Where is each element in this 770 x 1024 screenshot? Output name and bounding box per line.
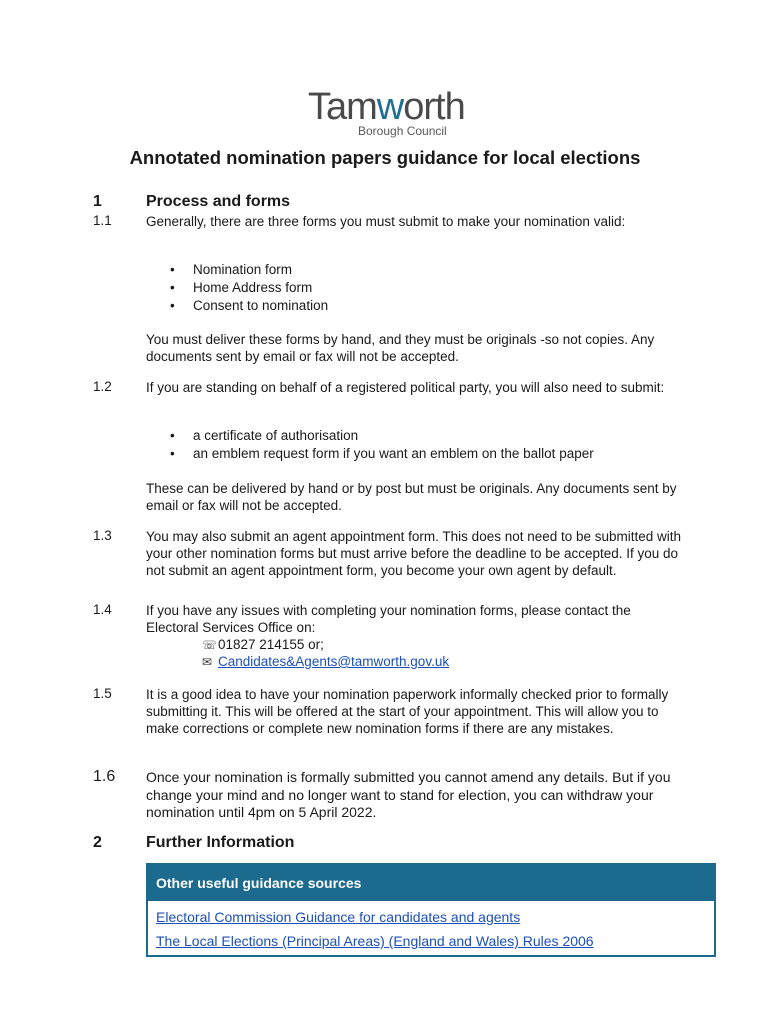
tamworth-logo <box>308 88 468 140</box>
para-1-4-text: If you have any issues with completing your nomination forms, please contact the Electoral Services Office on: <box>146 603 631 635</box>
para-1-1-followup: You must deliver these forms by hand, and they must be originals -so not copies. Any documents sent by email or fax will not be accepted. <box>146 332 655 364</box>
contact-email <box>202 653 449 671</box>
phone-icon: ☏ <box>202 638 218 652</box>
para-1-4-number: 1.4 <box>93 602 112 617</box>
logo-wordmark: Tamworth <box>308 86 465 128</box>
email-link[interactable]: Candidates&Agents@tamworth.gov.uk <box>218 654 450 669</box>
local-elections-rules-link[interactable]: The Local Elections (Principal Areas) (England and Wales) Rules 2006 <box>156 933 594 949</box>
logo-subtitle: Borough Council <box>358 124 447 138</box>
para-1-2-followup: These can be delivered by hand or by post but must be originals. Any documents sent by email or fax will not be accepted. <box>146 481 677 513</box>
list-item: • a certificate of authorisation <box>146 427 594 445</box>
guidance-sources-box <box>146 863 716 957</box>
contact-phone <box>202 636 324 654</box>
para-1-2-number: 1.2 <box>93 379 112 394</box>
list-item: • Consent to nomination <box>146 297 328 315</box>
para-1-5-number: 1.5 <box>93 686 112 701</box>
para-1-5-text: It is a good idea to have your nomination paperwork informally checked prior to formally submitting it. This will be offered at the start of your appointment. This will allow you to make corrections or complete new nomination forms if there are any mistakes. <box>146 687 669 736</box>
party-forms-list <box>146 427 594 463</box>
envelope-icon: ✉ <box>202 655 213 669</box>
list-item: • Nomination form <box>146 261 328 279</box>
para-1-3-number: 1.3 <box>93 528 112 543</box>
required-forms-list <box>146 261 328 315</box>
section-2-heading: Further Information <box>146 834 295 851</box>
section-1-heading: Process and forms <box>146 193 291 210</box>
para-1-6-number: 1.6 <box>93 768 116 785</box>
para-1-3-text: You may also submit an agent appointment form. This does not need to be submitted with your other nomination forms but must arrive before the deadline to be accepted. If you do not submit an agent appointment form, you become your own agent by default. <box>146 529 682 578</box>
phone-number: 01827 214155 or; <box>218 637 324 652</box>
para-1-2-text: If you are standing on behalf of a registered political party, you will also need to submit: <box>146 380 665 395</box>
guidance-box-heading: Other useful guidance sources <box>148 865 714 901</box>
para-1-1-number: 1.1 <box>93 213 112 228</box>
para-1-1-text: Generally, there are three forms you must submit to make your nomination valid: <box>146 214 626 229</box>
list-item: • an emblem request form if you want an emblem on the ballot paper <box>146 445 594 463</box>
section-2-number: 2 <box>93 834 102 851</box>
para-1-6-text: Once your nomination is formally submitted you cannot amend any details. But if you change your mind and no longer want to stand for election, you can withdraw your nomination until 4pm on 5 April 2022. <box>146 769 671 820</box>
section-1-number: 1 <box>93 193 102 210</box>
page-title: Annotated nomination papers guidance for local elections <box>129 147 641 168</box>
electoral-commission-link[interactable]: Electoral Commission Guidance for candidates and agents <box>156 909 521 925</box>
list-item: • Home Address form <box>146 279 328 297</box>
